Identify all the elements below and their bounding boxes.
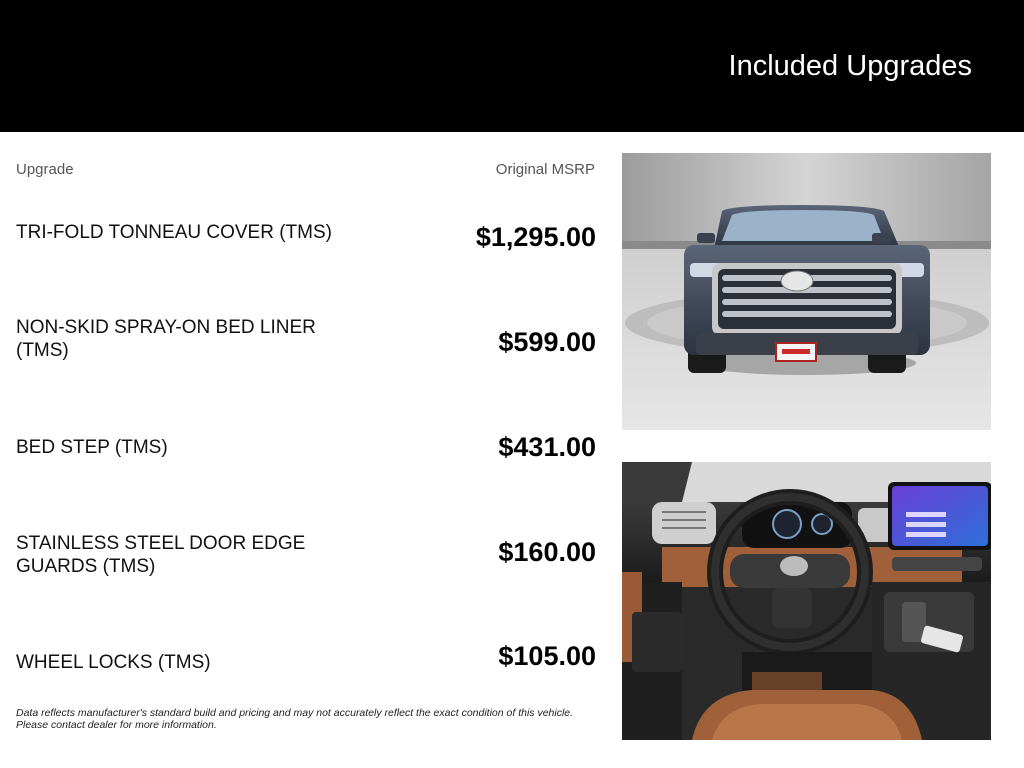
upgrade-name: WHEEL LOCKS (TMS) — [16, 652, 211, 673]
upgrade-price: $599.00 — [498, 327, 596, 357]
upgrade-name: BED STEP (TMS) — [16, 437, 168, 458]
upgrade-price: $105.00 — [498, 641, 596, 671]
upgrade-price: $431.00 — [498, 432, 596, 462]
page-title: Included Upgrades — [728, 50, 972, 82]
disclaimer-text: Data reflects manufacturer's standard build and pricing and may not accurately reflect the exact condition of this vehicle. Please contact dealer for more information. — [16, 707, 574, 731]
header-bar — [0, 0, 1024, 132]
upgrade-name: TRI-FOLD TONNEAU COVER (TMS) — [16, 222, 332, 243]
upgrade-name: NON-SKID SPRAY-ON BED LINER (TMS) — [16, 317, 316, 361]
upgrade-price: $1,295.00 — [475, 222, 596, 252]
upgrade-column-header: Upgrade — [16, 161, 74, 178]
upgrade-name: STAINLESS STEEL DOOR EDGE GUARDS (TMS) — [16, 533, 306, 577]
msrp-column-header: Original MSRP — [495, 161, 595, 178]
upgrade-price: $160.00 — [498, 537, 596, 567]
truck-exterior-photo — [622, 153, 991, 430]
truck-interior-photo — [622, 462, 991, 740]
